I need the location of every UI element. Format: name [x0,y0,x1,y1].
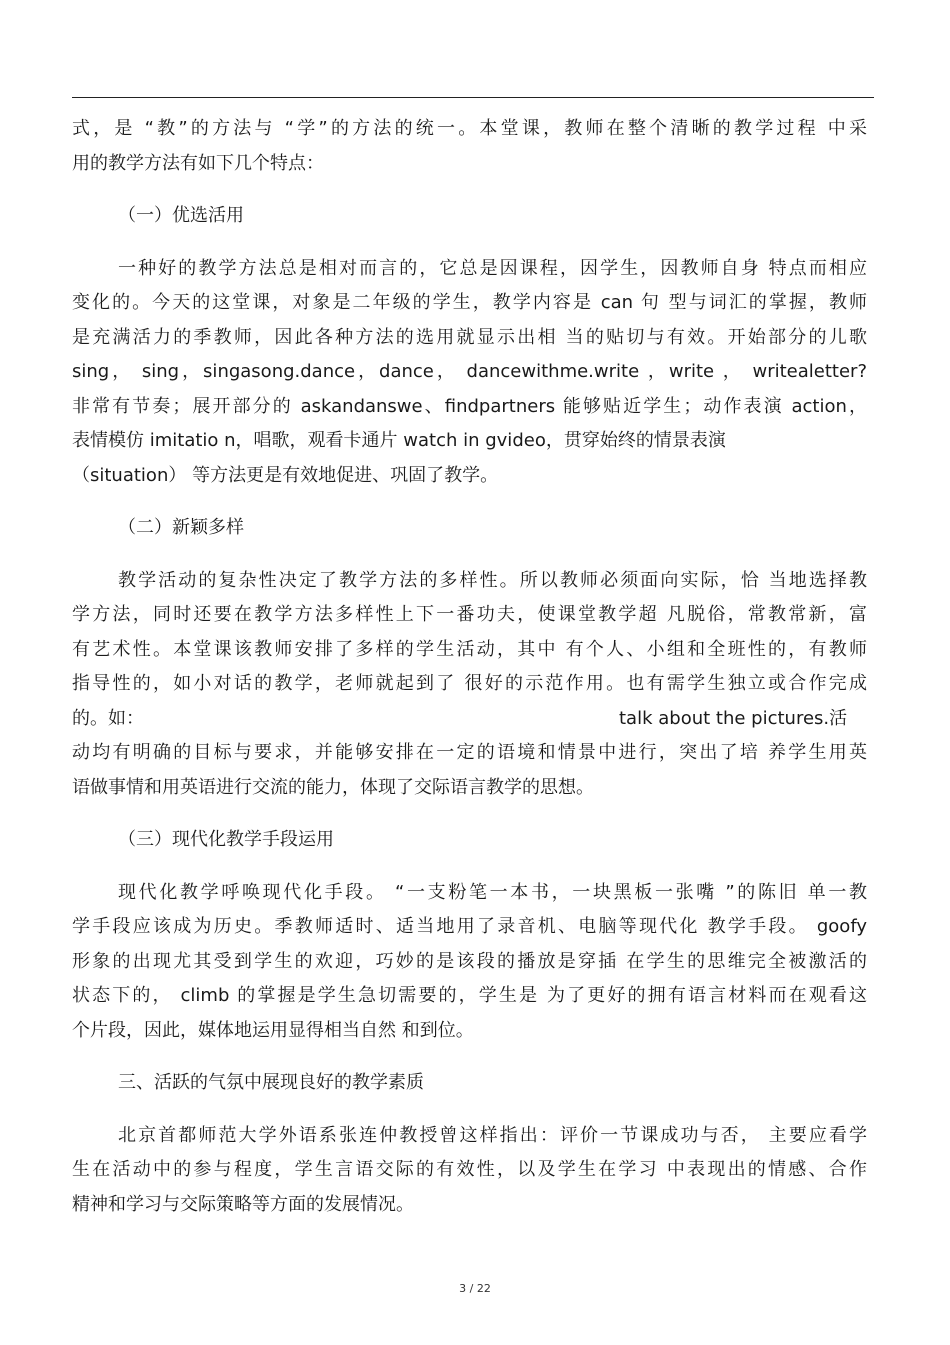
page-number: 3 / 22 [459,1282,491,1295]
text-line: 学手段应该成为历史。季教师适时、适当地用了录音机、电脑等现代化 教学手段。 goofy [72,916,867,937]
text-line: 语做事情和用英语进行交流的能力，体现了交际语言教学的思想。 [72,776,594,798]
section-heading: （二）新颖多样 [118,517,244,538]
text-line [72,702,867,737]
text-line: 动均有明确的目标与要求，并能够安排在一定的语境和情景中进行，突出了培 养学生用英 [72,742,867,763]
text-fragment: 的。如： [72,707,144,729]
section-heading: （三）现代化教学手段运用 [118,829,334,850]
document-body [72,112,867,1222]
text-line: 指导性的，如小对话的教学，老师就起到了 很好的示范作用。也有需学生独立或合作完成 [72,673,867,694]
text-line: 有艺术性。本堂课该教师安排了多样的学生活动，其中 有个人、小组和全班性的，有教师 [72,638,867,660]
text-line: 用的教学方法有如下几个特点： [72,152,324,174]
text-line: 北京首都师范大学外语系张连仲教授曾这样指出：评价一节课成功与否， 主要应看学 [118,1124,867,1146]
header-rule [72,97,874,98]
text-line: 变化的。今天的这堂课，对象是二年级的学生，教学内容是 can 句 型与词汇的掌握，教师 [72,292,867,313]
text-line: 式，是 “教”的方法与 “学”的方法的统一。本堂课，教师在整个清晰的教学过程 中采 [72,118,867,139]
text-line: 非常有节奏；展开部分的 askandanswe、findpartners 能够贴近学生；动作表演 action， [72,395,867,417]
section-heading: 三、活跃的气氛中展现良好的教学素质 [118,1072,424,1093]
text-line: 教学活动的复杂性决定了教学方法的多样性。所以教师必须面向实际，恰 当地选择教 [118,569,867,591]
text-line: 精神和学习与交际策略等方面的发展情况。 [72,1193,414,1215]
text-line: 形象的出现尤其受到学生的欢迎，巧妙的是该段的播放是穿插 在学生的思维完全被激活的 [72,950,867,972]
text-line: （situation） 等方法更是有效地促进、巩固了教学。 [72,464,499,486]
text-fragment: talk about the pictures.活 [619,707,848,729]
text-line: 一种好的教学方法总是相对而言的，它总是因课程，因学生，因教师自身 特点而相应 [118,257,867,279]
text-line: 是充满活力的季教师，因此各种方法的选用就显示出相 当的贴切与有效。开始部分的儿歌 [72,326,867,348]
text-line: 学方法，同时还要在教学方法多样性上下一番功夫，使课堂教学超 凡脱俗，常教常新，富 [72,604,867,625]
text-line: 表情模仿 imitatio n，唱歌，观看卡通片 watch in gvideo，贯穿始终的情景表演 [72,430,726,451]
text-line: sing， sing，singasong.dance，dance， dancewithme.write ，write ， writealetter? [72,361,867,382]
text-line: 状态下的， climb 的掌握是学生急切需要的，学生是 为了更好的拥有语言材料而在观看这 [72,985,867,1006]
text-line: 现代化教学呼唤现代化手段。 “一支粉笔一本书，一块黑板一张嘴 ”的陈旧 单一教 [118,881,867,903]
section-heading: （一）优选活用 [118,205,244,226]
text-line: 生在活动中的参与程度，学生言语交际的有效性，以及学生在学习 中表现出的情感、合作 [72,1159,867,1180]
text-line: 个片段，因此，媒体地运用显得相当自然 和到位。 [72,1019,474,1041]
